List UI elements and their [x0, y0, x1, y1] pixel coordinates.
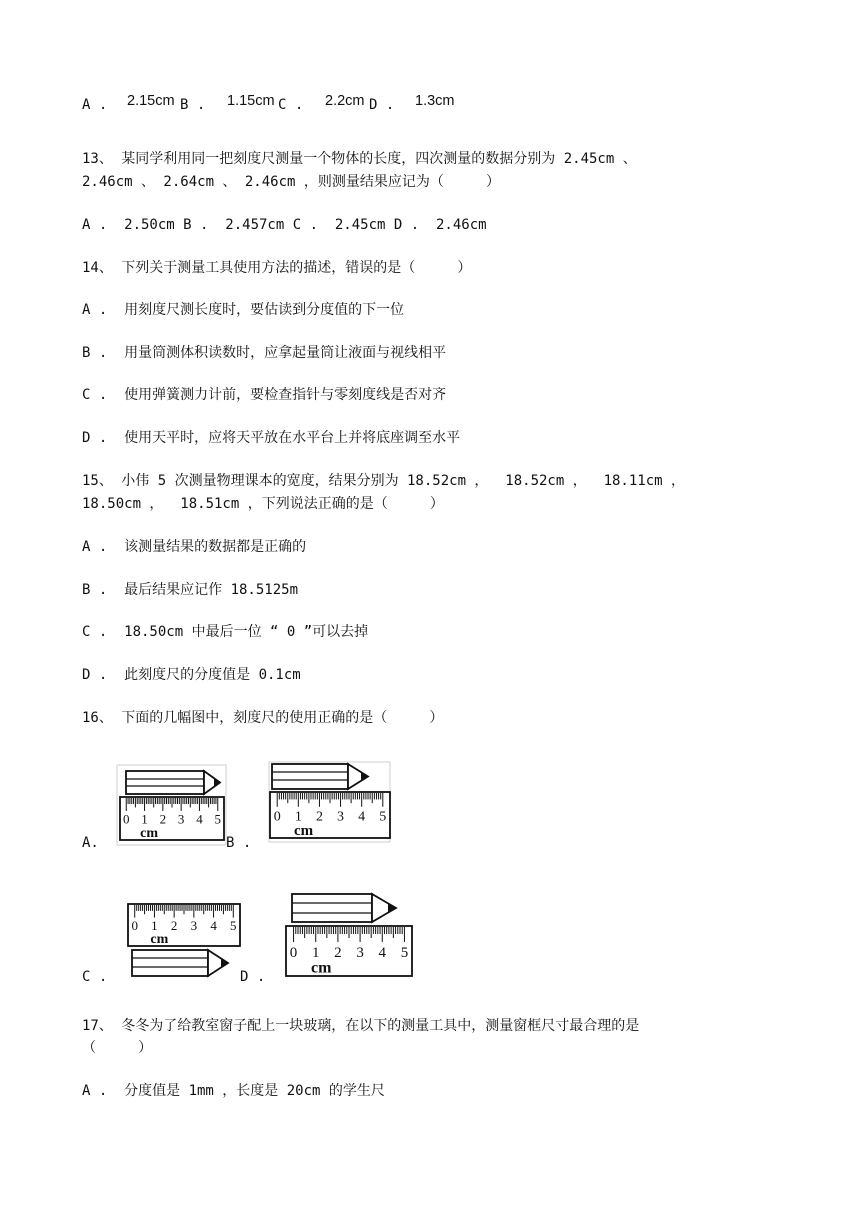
ruler-number: 4	[378, 945, 387, 961]
q17-stem-line2: （ ）	[82, 1040, 153, 1056]
figure-d	[284, 888, 416, 980]
q17-option-a: A . 分度值是 1mm ，长度是 20cm 的学生尺	[82, 1083, 385, 1099]
ruler-number: 1	[141, 811, 148, 827]
q17-stem-line1: 17、 冬冬为了给教室窗子配上一块玻璃，在以下的测量工具中，测量窗框尺寸最合理的是	[82, 1018, 640, 1034]
q16-option-b-label: B .	[226, 835, 252, 851]
figure-b	[268, 760, 392, 844]
ruler-d	[286, 926, 412, 977]
q15-stem-line2: 18.50cm ， 18.51cm ，下列说法正确的是（ ）	[82, 496, 444, 512]
ruler-number: 0	[122, 811, 130, 827]
ruler-number: 5	[230, 918, 237, 934]
ruler-number: 0	[131, 918, 138, 934]
ruler-a	[120, 797, 224, 841]
ruler-number: 4	[196, 811, 203, 827]
ruler-number: 4	[210, 918, 217, 934]
ruler-number: 1	[294, 809, 302, 825]
pencil-b	[272, 764, 368, 789]
q12-option-c-label: C .	[278, 97, 304, 113]
pencil-c	[132, 950, 228, 976]
ruler-number: 0	[289, 945, 298, 961]
q16-option-d-label: D .	[240, 969, 266, 985]
q14-option-d: D . 使用天平时，应将天平放在水平台上并将底座调至水平	[82, 430, 461, 446]
q13-stem-line1: 13、 某同学利用同一把刻度尺测量一个物体的长度，四次测量的数据分别为 2.45cm 、	[82, 151, 637, 167]
q12-option-a-label: A .	[82, 97, 108, 113]
figure-c	[126, 900, 244, 984]
q16-stem: 16、 下面的几幅图中，刻度尺的使用正确的是（ ）	[82, 710, 444, 726]
ruler-number: 1	[311, 945, 320, 961]
ruler-number: 3	[190, 918, 198, 934]
ruler-number: 2	[334, 945, 342, 961]
q15-option-a: A . 该测量结果的数据都是正确的	[82, 539, 307, 555]
q12-option-d-label: D .	[369, 97, 395, 113]
ruler-number: 1	[151, 918, 158, 934]
q14-option-b: B . 用量筒测体积读数时，应拿起量筒让液面与视线相平	[82, 345, 447, 361]
q14-stem: 14、 下列关于测量工具使用方法的描述，错误的是（ ）	[82, 260, 472, 276]
ruler-number: 2	[159, 811, 167, 827]
ruler-unit: cm	[311, 959, 332, 977]
pencil-d	[292, 894, 396, 922]
ruler-number: 3	[337, 809, 345, 825]
q12-option-b-value: 1.15cm	[227, 93, 275, 109]
ruler-number: 2	[315, 809, 323, 825]
ruler-number: 5	[214, 811, 222, 827]
ruler-number: 3	[177, 811, 185, 827]
q12-option-a-value: 2.15cm	[127, 93, 175, 109]
ruler-number: 5	[400, 945, 409, 961]
ruler-number: 2	[170, 918, 178, 934]
q12-option-d-value: 1.3cm	[415, 93, 455, 109]
ruler-number: 5	[379, 809, 387, 825]
q15-option-b: B . 最后结果应记作 18.5125m	[82, 582, 299, 598]
q13-options: A . 2.50cm B . 2.457cm C . 2.45cm D . 2.46cm	[82, 217, 487, 233]
q15-stem-line1: 15、 小伟 5 次测量物理课本的宽度，结果分别为 18.52cm ， 18.52cm ， 18.11cm ，	[82, 473, 686, 489]
q15-option-c: C . 18.50cm 中最后一位 “ 0 ”可以去掉	[82, 624, 369, 640]
q13-stem-line2: 2.46cm 、 2.64cm 、 2.46cm ，则测量结果应记为（ ）	[82, 174, 501, 190]
q14-option-a: A . 用刻度尺测长度时，要估读到分度值的下一位	[82, 302, 405, 318]
ruler-number: 4	[358, 809, 366, 825]
ruler-number: 0	[273, 809, 281, 825]
q16-option-a-label: A.	[82, 835, 99, 851]
q15-option-d: D . 此刻度尺的分度值是 0.1cm	[82, 667, 301, 683]
ruler-number: 3	[356, 945, 364, 961]
ruler-unit: cm	[150, 932, 169, 948]
ruler-unit: cm	[140, 825, 159, 841]
q14-option-c: C . 使用弹簧测力计前，要检查指针与零刻度线是否对齐	[82, 387, 447, 403]
ruler-c	[128, 904, 240, 947]
q12-option-b-label: B .	[180, 97, 206, 113]
pencil-a	[126, 771, 220, 794]
figure-a	[116, 763, 228, 847]
q12-option-c-value: 2.2cm	[325, 93, 365, 109]
ruler-unit: cm	[294, 822, 314, 839]
q16-option-c-label: C .	[82, 969, 108, 985]
ruler-b	[270, 792, 390, 839]
